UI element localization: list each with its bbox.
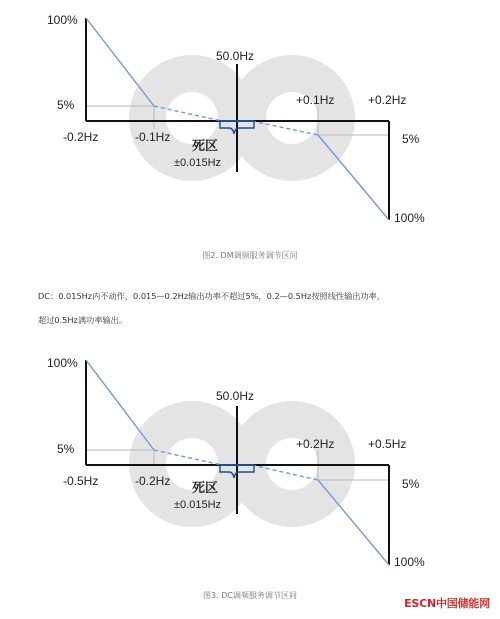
tick-right-inner: +0.2Hz <box>296 437 335 451</box>
label-bottom-right-pct: 100% <box>394 211 425 225</box>
label-center-freq: 50.0Hz <box>216 389 255 403</box>
label-center-freq: 50.0Hz <box>216 49 255 63</box>
tick-left-outer: -0.5Hz <box>63 474 99 488</box>
label-five-left: 5% <box>57 98 75 112</box>
tick-left-outer: -0.2Hz <box>63 130 99 144</box>
label-bottom-right-pct: 100% <box>394 555 425 569</box>
description-line-1: DC：0.015Hz内不动作，0.015—0.2Hz输出功率不超过5%，0.2—0.5Hz按照线性输出功率， <box>38 291 386 301</box>
label-top-left-pct: 100% <box>47 356 78 370</box>
figure-dm-diagram <box>0 0 500 260</box>
label-top-left-pct: 100% <box>47 13 78 27</box>
label-five-right: 5% <box>402 132 420 146</box>
tick-right-outer: +0.2Hz <box>368 93 407 107</box>
tick-right-outer: +0.5Hz <box>368 437 407 451</box>
figure-dm-caption: 图2. DM调频服务调节区间 <box>202 251 298 260</box>
deadband-title: 死区 <box>192 138 219 153</box>
deadband-title: 死区 <box>192 480 219 495</box>
tick-left-inner: -0.2Hz <box>135 474 171 488</box>
label-five-right: 5% <box>402 477 420 491</box>
label-five-left: 5% <box>57 442 75 456</box>
escn-logo: ESCN中国储能网 <box>404 597 490 610</box>
watermark-rings <box>129 55 355 181</box>
deadband-value: ±0.015Hz <box>174 157 222 169</box>
tick-right-inner: +0.1Hz <box>296 93 335 107</box>
figure-dc-diagram <box>0 350 500 590</box>
tick-left-inner: -0.1Hz <box>135 130 171 144</box>
deadband-value: ±0.015Hz <box>174 499 222 511</box>
figure-dc-caption: 图3. DC调频服务调节区间 <box>203 591 297 600</box>
description-line-2: 超过0.5Hz满功率输出。 <box>38 315 127 325</box>
